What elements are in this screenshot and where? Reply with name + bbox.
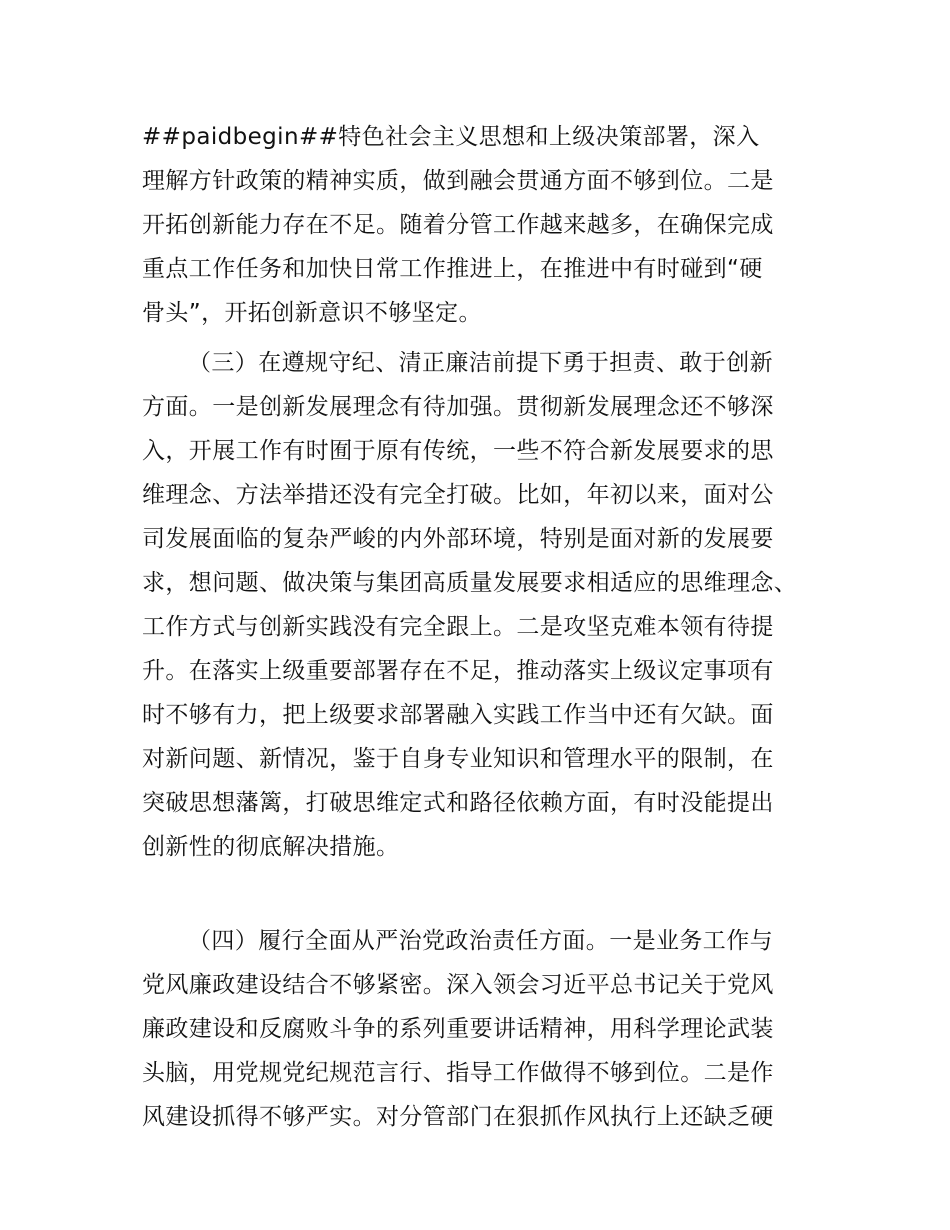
text-line: 对新问题、新情况，鉴于自身专业知识和管理水平的限制，在 xyxy=(142,746,774,772)
text-line: 创新性的彻底解决措施。 xyxy=(142,834,400,860)
text-line: 突破思想藩篱，打破思维定式和路径依赖方面，有时没能提出 xyxy=(142,790,774,816)
paragraph-first-line: （四）履行全面从严治党政治责任方面。一是业务工作与 xyxy=(188,928,773,954)
text-line: 开拓创新能力存在不足。随着分管工作越来越多，在确保完成 xyxy=(142,212,774,238)
text-line: ##paidbegin##特色社会主义思想和上级决策部署，深入 xyxy=(142,124,760,150)
text-line: 入，开展工作有时囿于原有传统，一些不符合新发展要求的思 xyxy=(142,438,774,464)
text-line: 重点工作任务和加快日常工作推进上，在推进中有时碰到“硬 xyxy=(142,256,763,282)
paragraph-first-line: （三）在遵规守纪、清正廉洁前提下勇于担责、敢于创新 xyxy=(188,350,773,376)
text-line: 求，想问题、做决策与集团高质量发展要求相适应的思维理念、 xyxy=(142,570,798,596)
text-line: 升。在落实上级重要部署存在不足，推动落实上级议定事项有 xyxy=(142,658,774,684)
text-line: 理解方针政策的精神实质，做到融会贯通方面不够到位。二是 xyxy=(142,168,774,194)
text-line: 党风廉政建设结合不够紧密。深入领会习近平总书记关于党风 xyxy=(142,972,774,998)
text-line: 头脑，用党规党纪规范言行、指导工作做得不够到位。二是作 xyxy=(142,1060,774,1086)
text-line: 工作方式与创新实践没有完全跟上。二是攻坚克难本领有待提 xyxy=(142,614,774,640)
text-line: 骨头”，开拓创新意识不够坚定。 xyxy=(142,300,482,326)
text-line: 风建设抓得不够严实。对分管部门在狠抓作风执行上还缺乏硬 xyxy=(142,1104,774,1130)
text-line: 司发展面临的复杂严峻的内外部环境，特别是面对新的发展要 xyxy=(142,526,774,552)
text-line: 维理念、方法举措还没有完全打破。比如，年初以来，面对公 xyxy=(142,482,774,508)
text-line: 廉政建设和反腐败斗争的系列重要讲话精神，用科学理论武装 xyxy=(142,1016,774,1042)
text-line: 时不够有力，把上级要求部署融入实践工作当中还有欠缺。面 xyxy=(142,702,774,728)
text-line: 方面。一是创新发展理念有待加强。贯彻新发展理念还不够深 xyxy=(142,394,774,420)
